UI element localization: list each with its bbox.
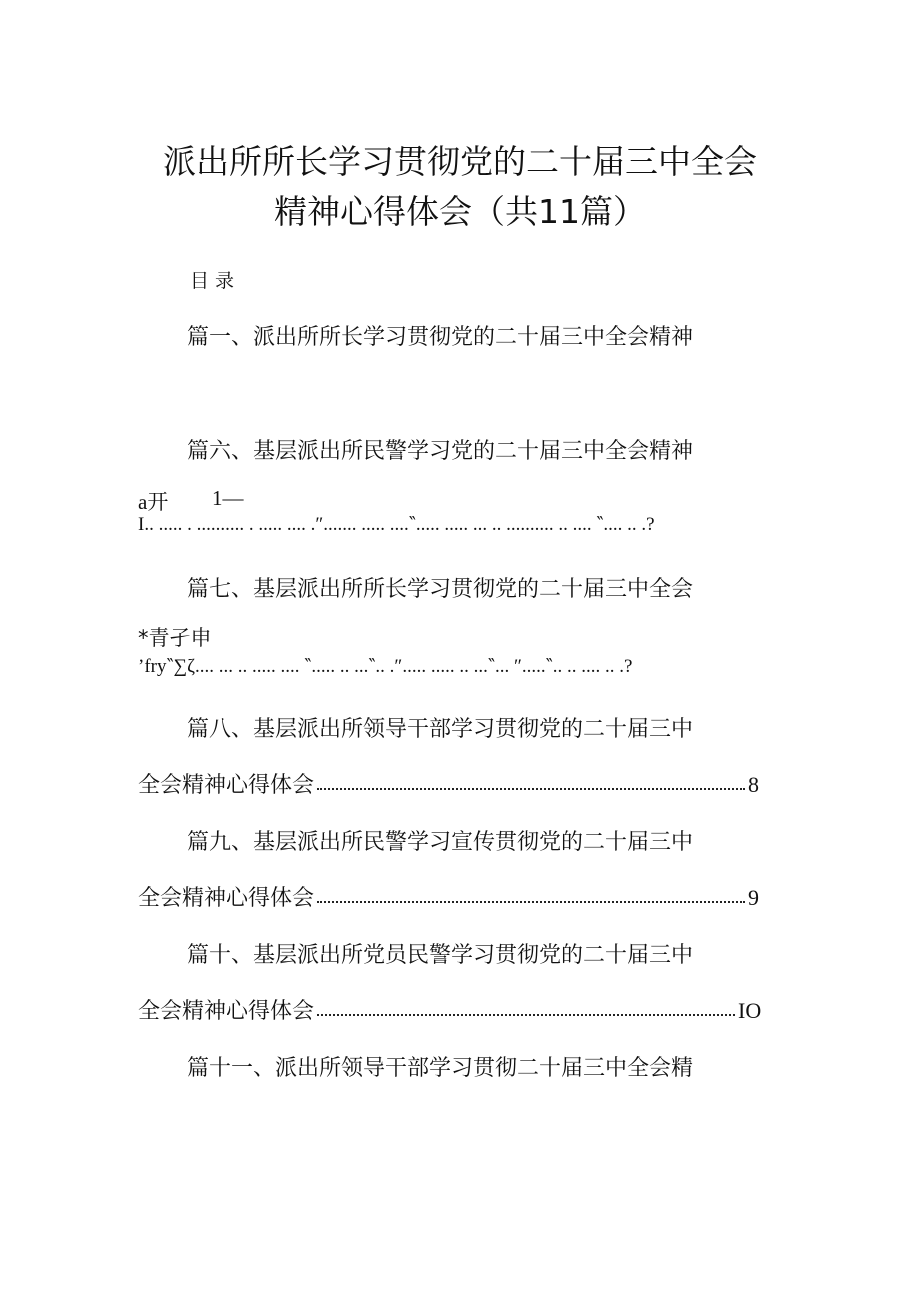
toc-entry-10-leader-dots — [317, 1013, 735, 1016]
toc-entry-9-page-number: 9 — [748, 885, 760, 910]
toc-entry-9-line2: 全会精神心得体会 — [138, 886, 315, 911]
toc-entry-6-dot-leader: I.. ..... . .......... . ..... .... .″....... ..... ....‶..... ..... ... .. .......... .. .... ‶.... .. .? — [138, 514, 655, 535]
toc-heading: 目录 — [190, 270, 241, 292]
toc-entry-8-page-number: 8 — [748, 772, 760, 797]
toc-entry-10-page-number: IO — [738, 998, 762, 1023]
toc-entry-10[interactable]: 篇十、基层派出所党员民警学习贯彻党的二十届三中 — [187, 943, 694, 968]
toc-entry-1[interactable]: 篇一、派出所所长学习贯彻党的二十届三中全会精神 — [187, 325, 694, 350]
toc-entry-6-garbled-text-b: 1— — [212, 486, 244, 510]
document-title-line2: 精神心得体会（共11篇） — [274, 192, 646, 231]
toc-entry-6-garbled-text-a: a开 — [138, 490, 169, 514]
toc-entry-10-continuation[interactable] — [138, 994, 761, 1025]
toc-entry-7-garbled-text: *青孑申 — [138, 626, 212, 650]
toc-entry-9-leader-dots — [317, 900, 745, 903]
toc-entry-8-leader-dots — [317, 787, 745, 790]
toc-entry-9[interactable]: 篇九、基层派出所民警学习宣传贯彻党的二十届三中 — [187, 830, 694, 855]
toc-entry-11[interactable]: 篇十一、派出所领导干部学习贯彻二十届三中全会精 — [187, 1056, 694, 1081]
document-title-line1: 派出所所长学习贯彻党的二十届三中全会 — [163, 142, 757, 181]
toc-entry-9-continuation[interactable] — [138, 881, 759, 912]
toc-entry-7-dot-leader: ’fry‶∑ζ.... ... .. ..... .... ‶..... .. ...‶.. .″..... ..... .. ...‶... ″.....‶.. .. .... .. .? — [138, 656, 633, 677]
toc-entry-7[interactable]: 篇七、基层派出所所长学习贯彻党的二十届三中全会 — [187, 577, 694, 602]
toc-entry-8-continuation[interactable] — [138, 768, 759, 799]
toc-entry-10-line2: 全会精神心得体会 — [138, 999, 315, 1024]
toc-entry-6[interactable]: 篇六、基层派出所民警学习党的二十届三中全会精神 — [187, 439, 694, 464]
toc-entry-8-line2: 全会精神心得体会 — [138, 773, 315, 798]
toc-entry-8[interactable]: 篇八、基层派出所领导干部学习贯彻党的二十届三中 — [187, 717, 694, 742]
